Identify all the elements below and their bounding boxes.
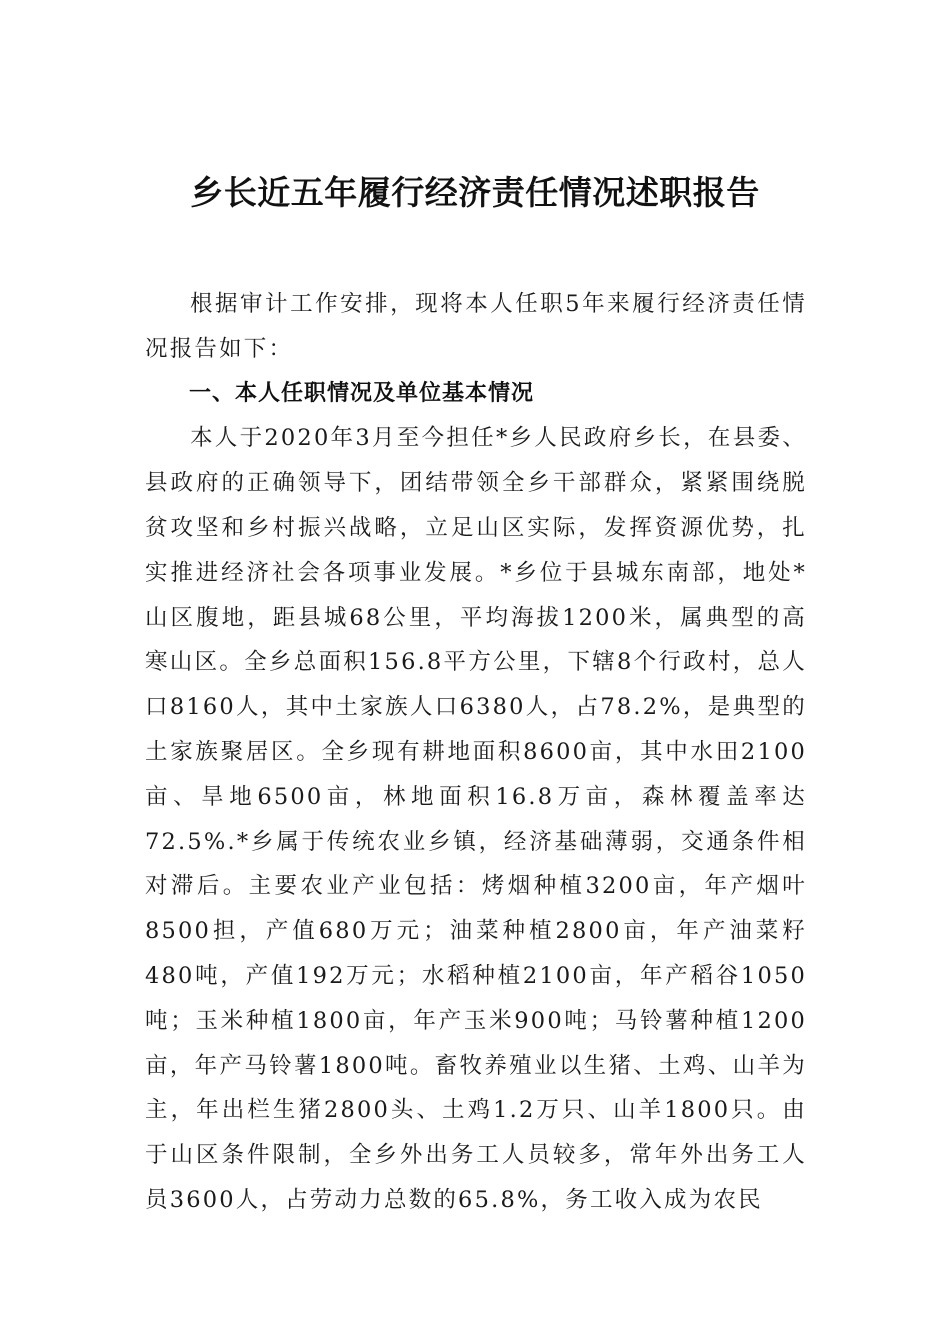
document-body: [145, 282, 807, 1223]
section-1-paragraph: 本人于2020年3月至今担任*乡人民政府乡长，在县委、县政府的正确领导下，团结带领全乡干部群众，紧紧围绕脱贫攻坚和乡村振兴战略，立足山区实际，发挥资源优势，扎实推进经济社会各项事业发展。*乡位于县城东南部，地处*山区腹地，距县城68公里，平均海拔1200米，属典型的高寒山区。全乡总面积156.8平方公里，下辖8个行政村，总人口8160人，其中土家族人口6380人，占78.2%，是典型的土家族聚居区。全乡现有耕地面积8600亩，其中水田2100亩、旱地6500亩，林地面积16.8万亩，森林覆盖率达72.5%.*乡属于传统农业乡镇，经济基础薄弱，交通条件相对滞后。主要农业产业包括：烤烟种植3200亩，年产烟叶8500担，产值680万元；油菜种植2800亩，年产油菜籽480吨，产值192万元；水稻种植2100亩，年产稻谷1050吨；玉米种植1800亩，年产玉米900吨；马铃薯种植1200亩，年产马铃薯1800吨。畜牧养殖业以生猪、土鸡、山羊为主，年出栏生猪2800头、土鸡1.2万只、山羊1800只。由于山区条件限制，全乡外出务工人员较多，常年外出务工人员3600人，占劳动力总数的65.8%，务工收入成为农民: [145, 425, 807, 1213]
intro-paragraph: 根据审计工作安排，现将本人任职5年来履行经济责任情况报告如下：: [145, 291, 807, 362]
section-heading-1: 一、本人任职情况及单位基本情况: [189, 380, 535, 406]
document-title: 乡长近五年履行经济责任情况述职报告: [190, 173, 760, 212]
